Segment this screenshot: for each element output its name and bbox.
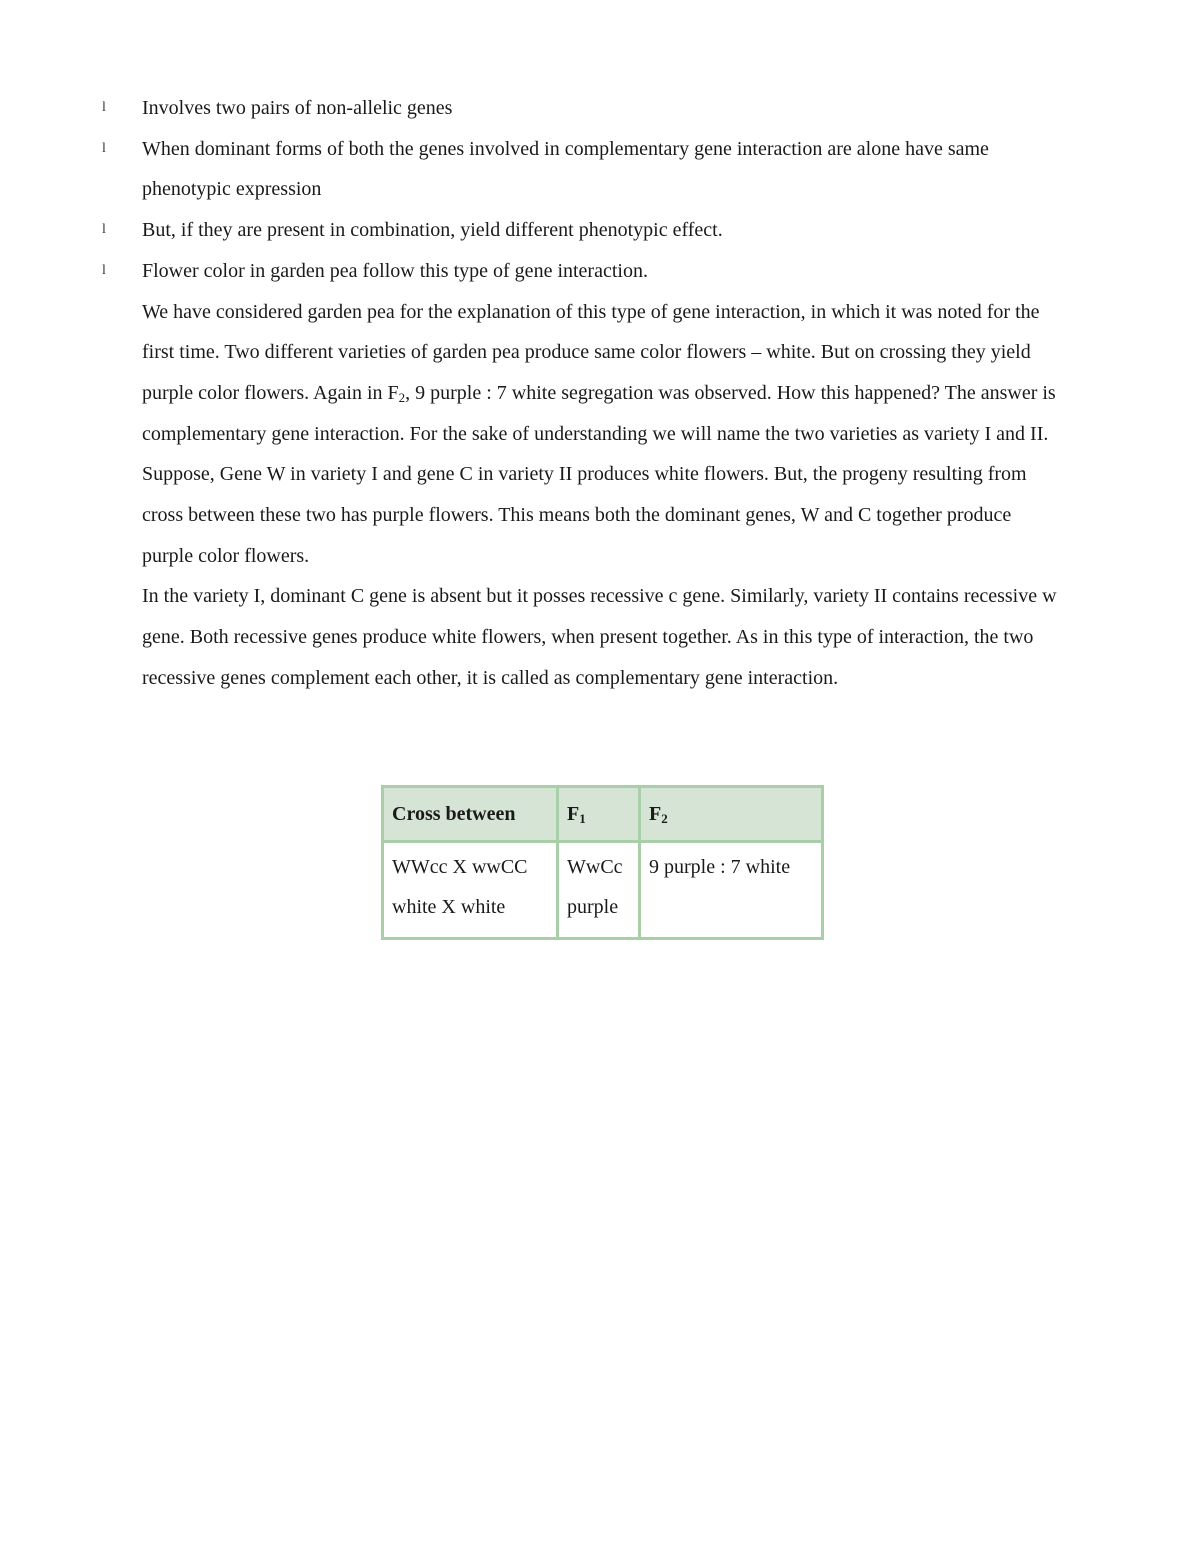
header-f1 — [558, 787, 640, 842]
bullet-item — [102, 129, 1062, 210]
cross-phenotype: white X white — [392, 896, 506, 918]
paragraph-text: , 9 purple : 7 white segregation was observed. How this happened? The answer is complementary gene interaction. For the sake of understanding we will name the two varieties as variety I and II. — [142, 381, 1056, 445]
header-f2-sub: 2 — [661, 811, 668, 826]
bullet-item — [102, 251, 1062, 292]
header-cross-between: Cross between — [383, 787, 558, 842]
header-f1-main: F — [567, 803, 580, 825]
bullet-item — [102, 88, 1062, 129]
explanation-paragraph — [142, 292, 1062, 455]
cross-genotype: WWcc X wwCC — [392, 856, 528, 878]
document-body — [102, 88, 1062, 699]
conclusion-paragraph: In the variety I, dominant C gene is absent but it posses recessive c gene. Similarly, variety II contains recessive w gene. Both recessive genes produce white flowers, when present together. As in this type of interaction, the two recessive genes complement each other, it is called as complementary gene interaction. — [142, 585, 1057, 689]
table-row — [383, 842, 823, 939]
header-f1-sub: 1 — [579, 811, 586, 826]
hypothesis-paragraph: Suppose, Gene W in variety I and gene C in variety II produces white flowers. But, the progeny resulting from cross between these two has purple flowers. This means both the dominant genes, W and C together produce purple color flowers. — [142, 463, 1027, 567]
bullet-item — [102, 210, 1062, 251]
bullet-marker: l — [102, 140, 106, 156]
header-f2-main: F — [649, 803, 662, 825]
bullet-text: Flower color in garden pea follow this type of gene interaction. — [142, 259, 648, 282]
header-f2 — [640, 787, 823, 842]
cell-f2: 9 purple : 7 white — [640, 842, 823, 939]
bullet-text: When dominant forms of both the genes involved in complementary gene interaction are alone have same phenotypic expression — [142, 137, 989, 201]
bullet-marker: l — [102, 262, 106, 278]
f1-genotype: WwCc — [567, 856, 623, 878]
bullet-marker: l — [102, 100, 106, 115]
cell-f1 — [558, 842, 640, 939]
table-header-row — [383, 787, 823, 842]
bullet-text: Involves two pairs of non-allelic genes — [142, 97, 453, 119]
f1-phenotype: purple — [567, 896, 619, 918]
cell-cross — [383, 842, 558, 939]
cross-table — [381, 785, 824, 940]
paragraph-text: We have considered garden pea for the explanation of this type of gene interaction, in which it was noted for the first time. Two different varieties of garden pea produce same color flowers – white. But on crossing they yield purple color flowers. Again in F — [142, 300, 1040, 404]
subscript: 2 — [398, 389, 406, 405]
bullet-marker: l — [102, 222, 106, 238]
bullet-text: But, if they are present in combination, yield different phenotypic effect. — [142, 219, 723, 242]
